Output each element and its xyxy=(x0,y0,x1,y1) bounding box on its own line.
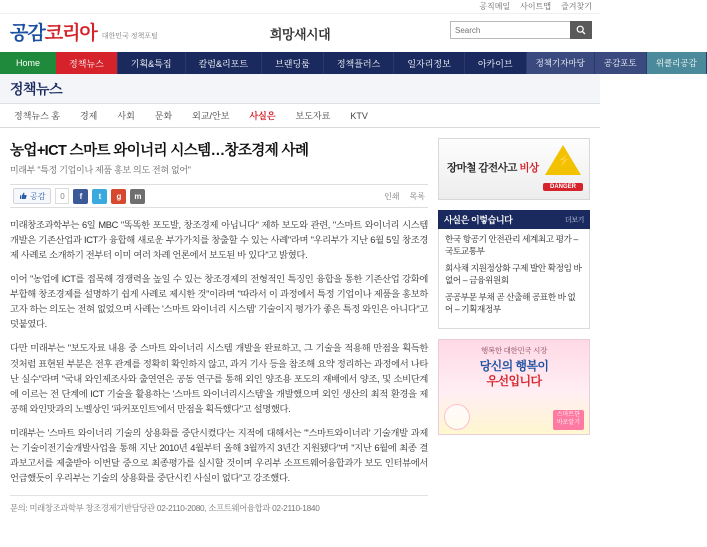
list-item[interactable] xyxy=(445,234,583,257)
banner-happiness[interactable] xyxy=(438,339,590,435)
nav-item-branding-room[interactable]: 브랜딩룸 xyxy=(262,52,324,74)
nav-item-policy-news[interactable]: 정책뉴스 xyxy=(56,52,118,74)
subnav-item-society[interactable]: 사회 xyxy=(117,111,135,121)
lightning-bolt-icon: ⚡ xyxy=(557,153,572,167)
subnav-item-fact[interactable]: 사실은 xyxy=(249,111,276,121)
utility-link-sitemap[interactable]: 사이트맵 xyxy=(520,2,552,11)
article-title: 농업+ICT 스마트 와이너리 시스템…창조경제 사례 xyxy=(10,143,309,159)
facebook-icon[interactable]: f xyxy=(73,189,88,204)
subnav-item-home[interactable]: 정책뉴스 홈 xyxy=(14,111,60,121)
banner-electric-shock[interactable] xyxy=(438,138,590,200)
article-paragraph: 미래부는 '스마트 와이너리 기술의 상용화를 중단시켰다'는 지적에 대해서는 "'스마트와이너리' 기술개발 과제는 기술이전기술개발사업을 통해 지난 2010년 4월부터 올해 3월까지 3년간 지원됐다"며 "지난 6월에 최종 결과보고서를 제출받아 이번달 중으로 최종평가를 실시할 것이며 우리부 소프트웨어융합과가 보도 인터뷰에서 언급했듯이 우리부는 기술의 상용화를 중단시킨 사실이 없다"고 강조했다. xyxy=(10,427,428,483)
logo-subtitle: 대한민국 정책포털 xyxy=(101,32,158,40)
more-share-icon[interactable]: m xyxy=(130,189,145,204)
googleplus-icon[interactable]: g xyxy=(111,189,126,204)
danger-sign-icon xyxy=(543,145,583,191)
share-right-tools xyxy=(384,191,425,202)
list-item[interactable] xyxy=(445,292,583,315)
twitter-icon[interactable]: t xyxy=(92,189,107,204)
sidebar xyxy=(438,138,590,514)
global-nav xyxy=(0,52,697,74)
share-bar xyxy=(10,184,428,208)
banner-badge-line2: 바로알기 xyxy=(556,419,580,426)
like-count: 0 xyxy=(55,188,69,204)
utility-link-mail[interactable]: 공직메일 xyxy=(479,2,511,11)
list-item-title: 회사채 지원정상화 구제 발안 확정임 바 없어 – 금융위원회 xyxy=(445,263,582,285)
nav-item-photo[interactable]: 공감포토 xyxy=(595,52,647,74)
list-button[interactable]: 목록 xyxy=(409,191,425,201)
site-title: 희망새시대 xyxy=(269,26,331,42)
logo-text-part2: 코리아 xyxy=(44,22,97,44)
print-button[interactable]: 인쇄 xyxy=(384,191,400,201)
article-footer-contact: 문의: 미래창조과학부 창조경제기반담당관 02-2110-2080, 소프트웨어융합과 02-2110-1840 xyxy=(10,495,428,514)
banner-bottom-top-text: 행복한 대한민국 시장 xyxy=(480,345,548,355)
page-title-band xyxy=(0,74,600,104)
banner-bottom-main-text xyxy=(439,359,589,389)
like-label: 공감 xyxy=(30,191,46,201)
nav-item-home[interactable]: Home xyxy=(0,52,56,74)
banner-bottom-badge xyxy=(553,410,584,430)
sub-nav xyxy=(0,104,600,128)
banner-top-text-1: 장마철 감전사고 xyxy=(447,162,517,175)
subnav-item-diplomacy[interactable]: 외교/안보 xyxy=(192,111,230,121)
nav-item-feature[interactable]: 기획&특집 xyxy=(118,52,186,74)
nav-item-column-report[interactable]: 칼럼&리포트 xyxy=(186,52,262,74)
nav-item-archive[interactable]: 아카이브 xyxy=(465,52,527,74)
list-item[interactable] xyxy=(445,263,583,286)
list-item-title: 한국 항공기 안전관리 세계최고 평가 – 국토교통부 xyxy=(445,234,578,256)
article-subtitle: 미래부 "특정 기업이나 제품 홍보 의도 전혀 없어" xyxy=(10,165,191,176)
subnav-item-press[interactable]: 보도자료 xyxy=(295,111,331,121)
danger-label: DANGER xyxy=(543,183,583,191)
utility-bar xyxy=(0,0,600,14)
banner-bottom-line1: 당신의 행복이 xyxy=(479,358,549,373)
banner-bottom-line2: 우선입니다 xyxy=(486,373,542,388)
content-area xyxy=(0,128,600,514)
search-box xyxy=(450,21,592,39)
banner-top-text xyxy=(447,162,539,176)
subnav-item-culture[interactable]: 문화 xyxy=(154,111,173,121)
article-paragraph: 미래창조과학부는 6일 MBC "똑똑한 포도발, 창조경제 아닙니다" 제하 보도와 관련, "스마트 와이너리 시스템 개발은 기존산업과 ICT가 융합해 새로운 부가가치를 창출할 수 있는 사례"라며 "우리부가 지난 6월 5일 창조경제 사례로 소개하기 전부터 이미 여러 차례 언론에서 보도된 바 있다"고 밝혔다. xyxy=(10,220,428,261)
banner-top-text-2: 비상 xyxy=(519,162,539,175)
article-body xyxy=(10,218,428,486)
global-nav-right xyxy=(527,52,707,74)
nav-item-policy-plus[interactable]: 정책플러스 xyxy=(324,52,394,74)
list-item-title: 공공부문 부채 곧 산출해 공표한 바 없어 – 기획재정부 xyxy=(445,292,576,314)
search-input[interactable] xyxy=(450,21,570,39)
article-paragraph: 다만 미래부는 "보도자료 내용 중 스마트 와이너리 시스템 개발을 완료하고, 그 기술을 적용해 만점을 획득한 것처럼 표현된 부분은 전후 관계를 정확히 확인하지 않고, 과거 기사 등을 참조해 요약 정리하는 과정에서 나타난 실수"라며 "국내 와인제조사와 출연연은 공동 연구를 통해 외인 양조용 포도의 재배에서 양조, 및 소비단계에 이르는 전 단계에 ICT 기술을 활용하는 '스마트 와이너리시스템'을 개발했으며 외인 생산의 최적 환경을 제공해 와인맛과의 노벨상인 '파커포인트'에서 만점을 획득했다"고 설명했다. xyxy=(10,343,428,414)
site-header xyxy=(0,14,600,52)
sidebar-section-header xyxy=(438,210,590,229)
logo-text xyxy=(10,24,97,43)
nav-item-reporter-yard[interactable]: 정책기자마당 xyxy=(527,52,595,74)
site-logo[interactable] xyxy=(0,24,158,43)
sidebar-more-link[interactable]: 더보기 xyxy=(564,216,584,224)
search-icon[interactable] xyxy=(570,21,592,39)
sidebar-list xyxy=(438,229,590,329)
thumbs-up-icon xyxy=(19,192,27,200)
subnav-item-economy[interactable]: 경제 xyxy=(79,111,98,121)
utility-link-bookmark[interactable]: 즐겨찾기 xyxy=(561,2,592,11)
banner-decoration-circle xyxy=(444,404,470,430)
sidebar-section-title: 사실은 이렇습니다 xyxy=(444,215,513,225)
like-button[interactable] xyxy=(13,188,51,204)
page-title: 정책뉴스 xyxy=(10,80,63,97)
nav-item-jobs[interactable]: 일자리정보 xyxy=(394,52,464,74)
logo-text-part1: 공감 xyxy=(10,22,45,44)
article xyxy=(10,138,428,514)
banner-badge-line1: 스마트한 xyxy=(556,411,580,418)
article-paragraph: 이어 "농업에 ICT를 접목해 경쟁력을 높일 수 있는 창조경제의 전형적인 특징인 융합을 통한 기존산업 강화에 부합해 창조경제를 설명하기 쉽게 사례로 제시한 것"이라며 "따라서 이 과정에서 특정 기업이나 제품을 홍보하고자 하는 의도는 전혀 없었으며 사례는 '스마트 와이너리 시스템' 기술이지 평가가 좋은 특정 와인은 아니다"고 덧붙였다. xyxy=(10,274,428,330)
subnav-item-ktv[interactable]: KTV xyxy=(350,110,368,121)
nav-item-weekly[interactable]: 위클리공감 xyxy=(647,52,707,74)
